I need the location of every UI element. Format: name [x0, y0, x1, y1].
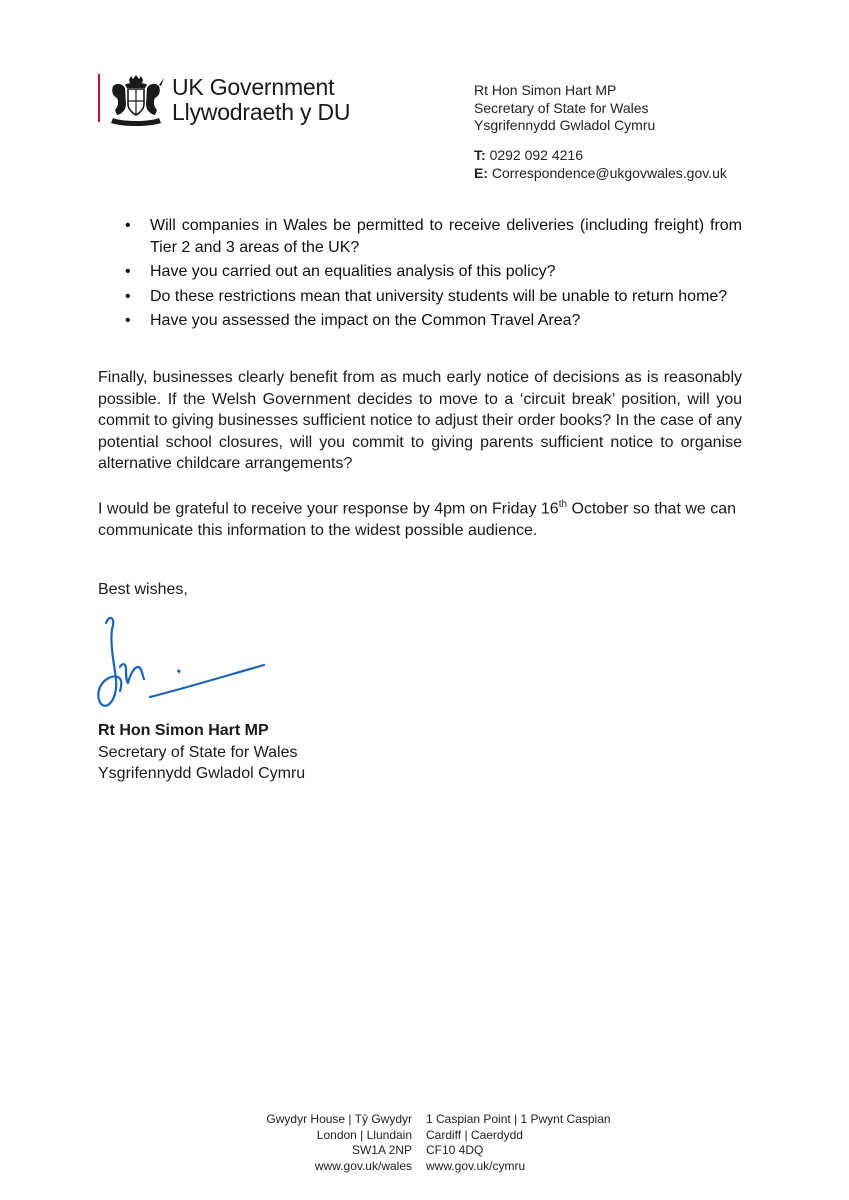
- phone-line: [474, 147, 727, 165]
- address-line: SW1A 2NP: [351, 1143, 412, 1157]
- org-name-english: UK Government: [172, 74, 335, 100]
- address-line: CF10 4DQ: [426, 1143, 484, 1157]
- website-link[interactable]: www.gov.uk/wales: [314, 1158, 412, 1173]
- signatory-name: Rt Hon Simon Hart MP: [98, 722, 269, 739]
- contact-block: [474, 147, 727, 182]
- signatory-role-welsh: Ysgrifennydd Gwladol Cymru: [98, 765, 306, 782]
- sender-block: [474, 82, 655, 135]
- list-item: [98, 286, 742, 308]
- question-text: Have you assessed the impact on the Common Travel Area?: [150, 312, 581, 329]
- paragraph-response-deadline: [98, 494, 742, 541]
- email-line: [474, 165, 727, 183]
- website-link[interactable]: www.gov.uk/cymru: [426, 1158, 526, 1173]
- signatory-block: [98, 720, 305, 785]
- question-list: [98, 215, 742, 335]
- closing-salutation: Best wishes,: [98, 581, 188, 598]
- handwritten-signature: [92, 605, 272, 715]
- signatory-role-english: Secretary of State for Wales: [98, 743, 298, 761]
- email-address: Correspondence@ukgovwales.gov.uk: [491, 164, 727, 181]
- bullet-icon: •: [125, 217, 131, 234]
- cardiff-address: [426, 1112, 611, 1174]
- email-label: E:: [474, 164, 488, 181]
- list-item: [98, 310, 742, 332]
- phone-number: 0292 092 4216: [489, 147, 583, 163]
- deadline-text-start: I would be grateful to receive your response by 4pm on Friday 16: [98, 500, 559, 518]
- question-text: Will companies in Wales be permitted to receive deliveries (including freight) from Tier 2 and 3 areas of the UK?: [150, 217, 742, 256]
- bullet-icon: •: [125, 263, 131, 280]
- bullet-icon: •: [125, 312, 131, 329]
- address-line: London | Llundain: [316, 1127, 412, 1142]
- london-address: [266, 1112, 412, 1174]
- ordinal-suffix: th: [558, 499, 568, 510]
- deadline-text-end: October so that we can communicate this information to the widest possible audience.: [98, 500, 737, 539]
- org-name-welsh: Llywodraeth y DU: [172, 99, 351, 125]
- sender-role-english: Secretary of State for Wales: [474, 99, 649, 116]
- address-line: 1 Caspian Point | 1 Pwynt Caspian: [426, 1112, 611, 1126]
- sender-role-welsh: Ysgrifennydd Gwladol Cymru: [474, 117, 656, 133]
- list-item: [98, 261, 742, 283]
- organisation-name: [172, 75, 350, 125]
- question-text: Have you carried out an equalities analysis of this policy?: [150, 263, 556, 280]
- brand-bar: [98, 74, 100, 122]
- address-line: Gwydyr House | Tŷ Gwydyr: [266, 1112, 412, 1126]
- bullet-icon: •: [125, 287, 131, 305]
- sender-name: Rt Hon Simon Hart MP: [474, 82, 617, 98]
- royal-coat-of-arms-icon: [107, 74, 165, 128]
- list-item: [98, 215, 742, 258]
- paragraph-notice: Finally, businesses clearly benefit from as much early notice of decisions as is reasonably possible. If the Welsh Government decides to move to a ‘circuit break’ position, will you commit to giving businesses sufficient notice to adjust their order books? In the case of any potential school closures, will you commit to giving parents sufficient notice to organise alternative childcare arrangements?: [98, 369, 742, 472]
- question-text: Do these restrictions mean that university students will be unable to return home?: [150, 287, 728, 305]
- phone-label: T:: [474, 147, 486, 163]
- address-line: Cardiff | Caerdydd: [426, 1127, 523, 1142]
